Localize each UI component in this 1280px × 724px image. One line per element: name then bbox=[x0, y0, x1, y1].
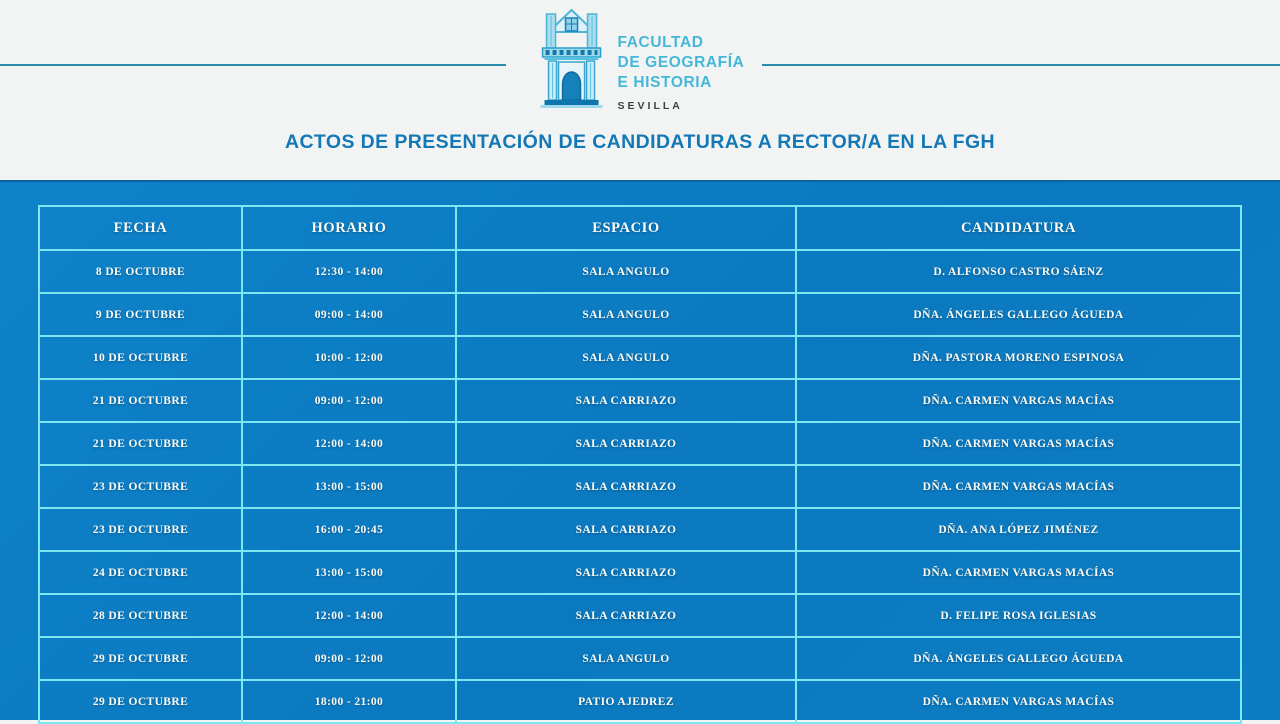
table-cell: 29 DE OCTUBRE bbox=[39, 680, 242, 723]
table-cell: 29 DE OCTUBRE bbox=[39, 637, 242, 680]
table-cell: 21 DE OCTUBRE bbox=[39, 379, 242, 422]
table-cell: 23 DE OCTUBRE bbox=[39, 508, 242, 551]
table-cell: SALA CARRIAZO bbox=[456, 594, 796, 637]
table-row bbox=[39, 551, 1241, 594]
table-cell: SALA ANGULO bbox=[456, 293, 796, 336]
table-cell: 13:00 - 15:00 bbox=[242, 551, 456, 594]
table-row bbox=[39, 594, 1241, 637]
table-cell: DÑA. CARMEN VARGAS MACÍAS bbox=[796, 465, 1241, 508]
table-cell: SALA CARRIAZO bbox=[456, 551, 796, 594]
table-row bbox=[39, 336, 1241, 379]
table-cell: 23 DE OCTUBRE bbox=[39, 465, 242, 508]
table-row bbox=[39, 422, 1241, 465]
table-cell: 09:00 - 12:00 bbox=[242, 379, 456, 422]
logo-city: SEVILLA bbox=[617, 100, 683, 112]
schedule-table bbox=[38, 205, 1242, 724]
table-cell: 12:30 - 14:00 bbox=[242, 250, 456, 293]
table-cell: D. ALFONSO CASTRO SÁENZ bbox=[796, 250, 1241, 293]
table-cell: 18:00 - 21:00 bbox=[242, 680, 456, 723]
table-cell: SALA CARRIAZO bbox=[456, 508, 796, 551]
table-row bbox=[39, 379, 1241, 422]
table-cell: 28 DE OCTUBRE bbox=[39, 594, 242, 637]
table-cell: 09:00 - 14:00 bbox=[242, 293, 456, 336]
table-cell: SALA CARRIAZO bbox=[456, 379, 796, 422]
table-cell: D. FELIPE ROSA IGLESIAS bbox=[796, 594, 1241, 637]
table-cell: 24 DE OCTUBRE bbox=[39, 551, 242, 594]
table-header-row bbox=[39, 206, 1241, 250]
table-cell: DÑA. PASTORA MORENO ESPINOSA bbox=[796, 336, 1241, 379]
content-area bbox=[0, 180, 1280, 720]
column-header: HORARIO bbox=[242, 206, 456, 250]
table-cell: DÑA. ANA LÓPEZ JIMÉNEZ bbox=[796, 508, 1241, 551]
header-rule-left bbox=[0, 64, 506, 66]
table-cell: SALA ANGULO bbox=[456, 336, 796, 379]
logo-text bbox=[618, 33, 745, 116]
table-cell: 9 DE OCTUBRE bbox=[39, 293, 242, 336]
logo-line-2: DE GEOGRAFÍA bbox=[617, 54, 745, 71]
table-cell: 09:00 - 12:00 bbox=[242, 637, 456, 680]
table-row bbox=[39, 250, 1241, 293]
table-cell: SALA ANGULO bbox=[456, 637, 796, 680]
table-cell: DÑA. CARMEN VARGAS MACÍAS bbox=[796, 379, 1241, 422]
schedule-table-body bbox=[39, 250, 1241, 723]
table-row bbox=[39, 465, 1241, 508]
table-row bbox=[39, 293, 1241, 336]
table-cell: 12:00 - 14:00 bbox=[242, 594, 456, 637]
table-cell: SALA ANGULO bbox=[456, 250, 796, 293]
column-header: FECHA bbox=[39, 206, 242, 250]
table-row bbox=[39, 508, 1241, 551]
university-building-icon bbox=[536, 8, 608, 108]
table-cell: PATIO AJEDREZ bbox=[456, 680, 796, 723]
column-header: CANDIDATURA bbox=[796, 206, 1241, 250]
logo-line-1: FACULTAD bbox=[617, 34, 704, 51]
table-row bbox=[39, 637, 1241, 680]
table-cell: 8 DE OCTUBRE bbox=[39, 250, 242, 293]
table-row bbox=[39, 680, 1241, 723]
page-title: ACTOS DE PRESENTACIÓN DE CANDIDATURAS A RECTOR/A EN LA FGH bbox=[284, 131, 996, 153]
table-cell: SALA CARRIAZO bbox=[456, 465, 796, 508]
table-cell: 16:00 - 20:45 bbox=[242, 508, 456, 551]
table-cell: DÑA. CARMEN VARGAS MACÍAS bbox=[796, 422, 1241, 465]
faculty-logo bbox=[536, 8, 745, 116]
logo-line-3: E HISTORIA bbox=[617, 74, 712, 91]
table-cell: 10 DE OCTUBRE bbox=[39, 336, 242, 379]
table-cell: DÑA. CARMEN VARGAS MACÍAS bbox=[796, 551, 1241, 594]
table-cell: DÑA. ÁNGELES GALLEGO ÁGUEDA bbox=[796, 293, 1241, 336]
table-cell: SALA CARRIAZO bbox=[456, 422, 796, 465]
column-header: ESPACIO bbox=[456, 206, 796, 250]
table-cell: 12:00 - 14:00 bbox=[242, 422, 456, 465]
header-rule-right bbox=[762, 64, 1280, 66]
table-cell: 21 DE OCTUBRE bbox=[39, 422, 242, 465]
table-cell: DÑA. ÁNGELES GALLEGO ÁGUEDA bbox=[796, 637, 1241, 680]
table-cell: 10:00 - 12:00 bbox=[242, 336, 456, 379]
table-cell: 13:00 - 15:00 bbox=[242, 465, 456, 508]
table-cell: DÑA. CARMEN VARGAS MACÍAS bbox=[796, 680, 1241, 723]
header-band bbox=[0, 0, 1280, 180]
